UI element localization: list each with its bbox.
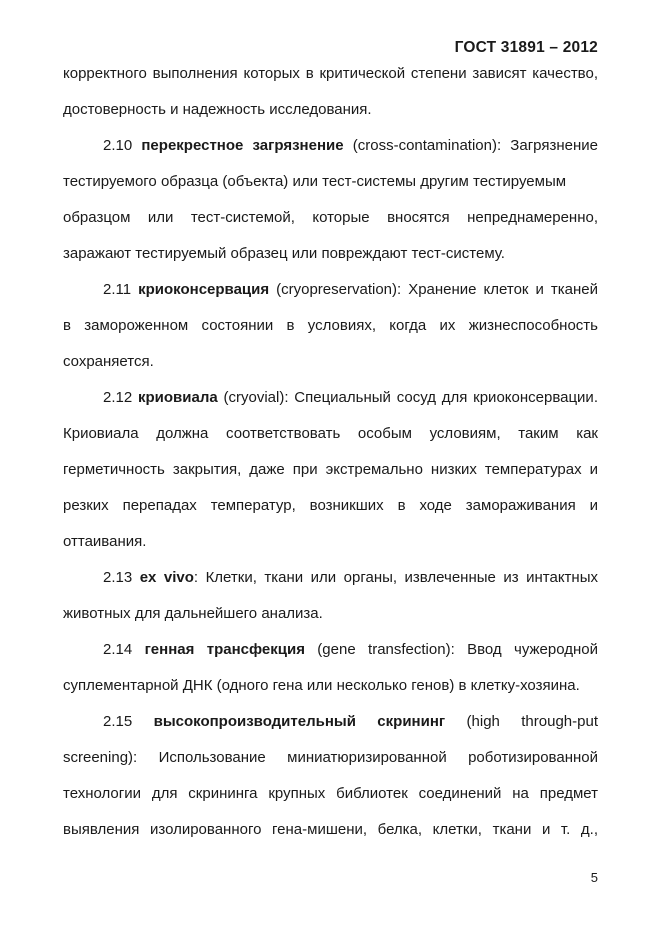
document-body [63,63,598,855]
text-line: заражают тестируемый образец или повреждают тест-систему. [63,245,505,262]
text-line: оттаивания. [63,533,147,550]
term-2-14: 2.14 генная трансфекция (gene transfection): Ввод чужеродной [103,641,598,658]
text-line: герметичность закрытия, даже при экстремально низких температурах и [63,461,598,478]
text-line: сохраняется. [63,353,154,370]
text-line: достоверность и надежность исследования. [63,101,372,118]
text-line: тестируемого образца (объекта) или тест-системы другим тестируемым [63,173,567,190]
text-line: образцом или тест-системой, которые вносятся непреднамеренно, [63,209,598,226]
term-2-10: 2.10 перекрестное загрязнение (cross-contamination): Загрязнение [103,137,598,154]
term-2-12: 2.12 криовиала (cryovial): Специальный сосуд для криоконсервации. [103,389,598,406]
text-line: в замороженном состоянии в условиях, когда их жизнеспособность [63,317,598,334]
page-number: 5 [590,870,598,885]
text-line: выявления изолированного гена-мишени, белка, клетки, ткани и т. д., [63,821,598,838]
text-line: корректного выполнения которых в критической степени зависят качество, [63,65,598,82]
text-line: технологии для скрининга крупных библиотек соединений на предмет [63,785,598,802]
text-line: животных для дальнейшего анализа. [63,605,323,622]
term-2-15: 2.15 высокопроизводительный скрининг (high through-put [103,713,598,730]
term-2-11: 2.11 криоконсервация (cryopreservation): Хранение клеток и тканей [103,281,598,298]
text-line: суплементарной ДНК (одного гена или несколько генов) в клетку-хозяина. [63,677,580,694]
text-line: резких перепадах температур, возникших в ходе замораживания и [63,497,598,514]
text-line: screening): Использование миниатюризированной роботизированной [63,749,598,766]
text-line: Криовиала должна соответствовать особым условиям, таким как [63,425,598,442]
term-2-13: 2.13 ex vivo: Клетки, ткани или органы, извлеченные из интактных [103,569,598,586]
standard-header: ГОСТ 31891 – 2012 [454,39,598,56]
